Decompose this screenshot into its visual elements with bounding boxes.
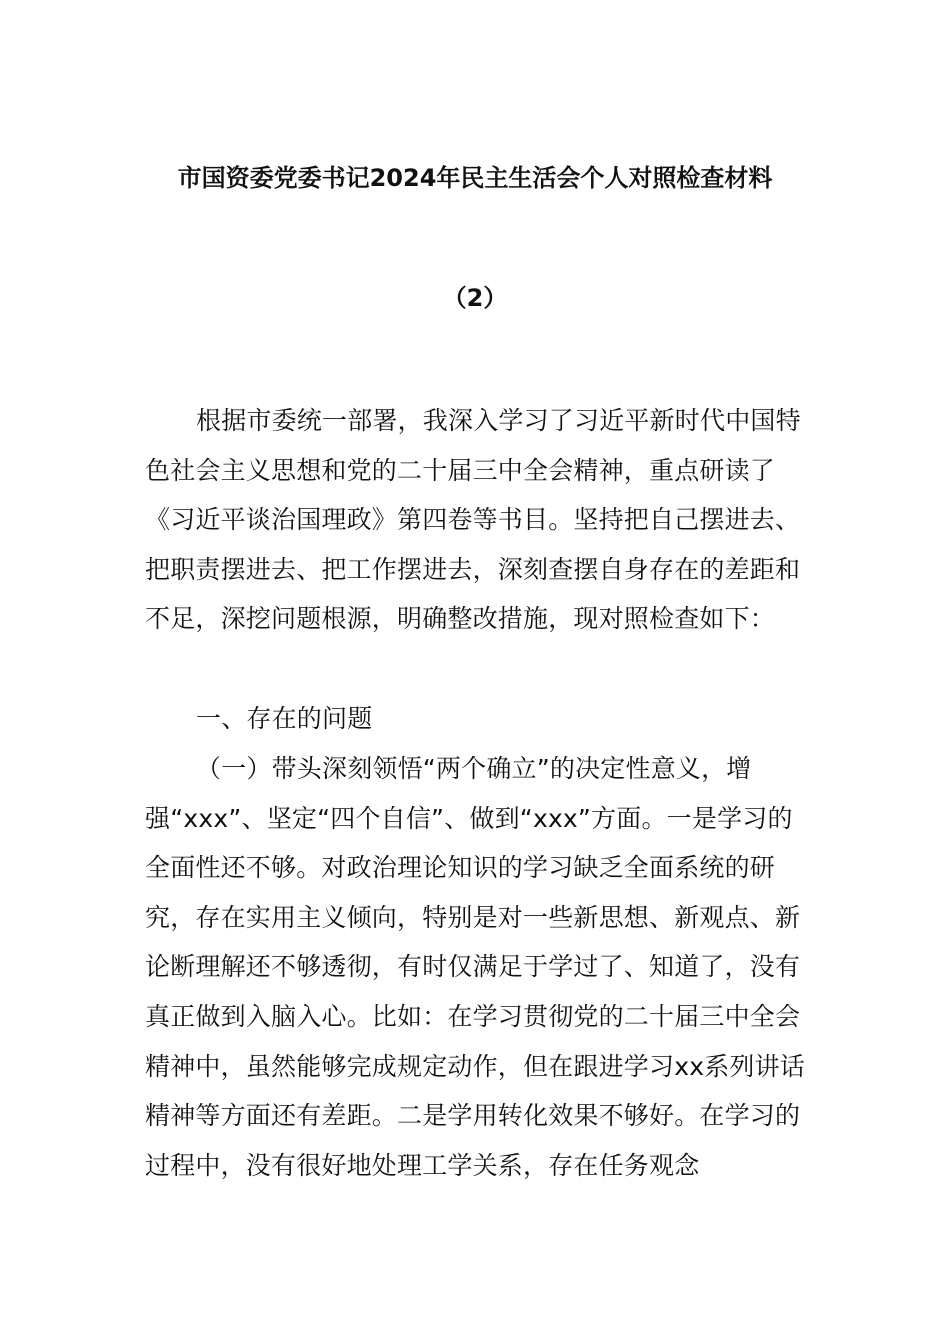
document-subtitle: （2） [442, 284, 508, 312]
section-heading: 一、存在的问题 [196, 704, 373, 733]
problem-paragraph: （一）带头深刻领悟“两个确立”的决定性意义，增强“xxx”、坚定“四个自信”、做到“xxx”方面。一是学习的全面性还不够。对政治理论知识的学习缺乏全面系统的研究，存在实用主义倾向，特别是对一些新思想、新观点、新论断理解还不够透彻，有时仅满足于学过了、知道了，没有真正做到入脑入心。比如：在学习贯彻党的二十届三中全会精神中，虽然能够完成规定动作，但在跟进学习xx系列讲话精神等方面还有差距。二是学用转化效果不够好。在学习的过程中，没有很好地处理工学关系，存在任务观念 [145, 754, 805, 1180]
document-title: 市国资委党委书记2024年民主生活会个人对照检查材料 [177, 164, 773, 192]
intro-paragraph: 根据市委统一部署，我深入学习了习近平新时代中国特色社会主义思想和党的二十届三中全会精神，重点研读了《习近平谈治国理政》第四卷等书目。坚持把自己摆进去、把职责摆进去、把工作摆进去，深刻查摆自身存在的差距和不足，深挖问题根源，明确整改措施，现对照检查如下： [145, 406, 801, 634]
